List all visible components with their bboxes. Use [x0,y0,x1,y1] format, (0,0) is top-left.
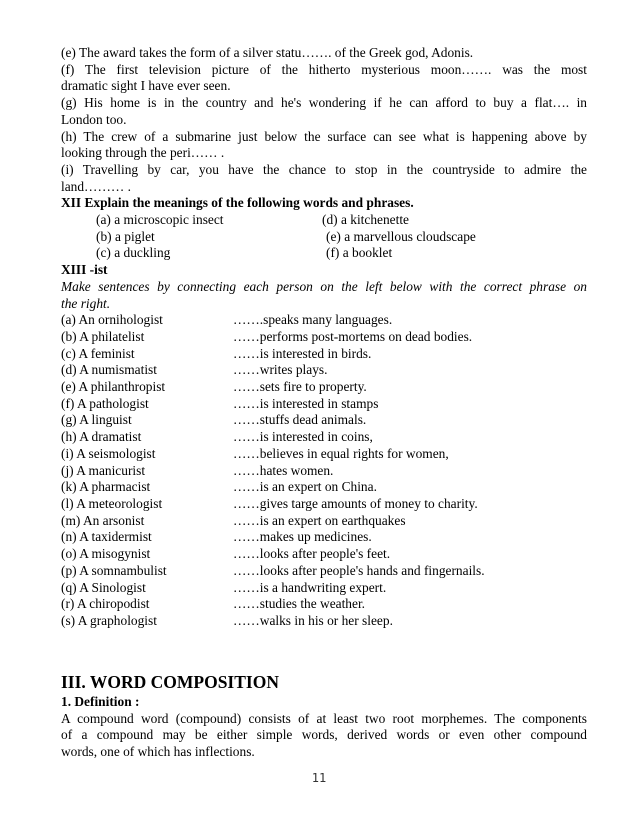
item-g-line1: (g) His home is in the country and he's wondering if he can afford to buy a flat…. in [61,95,587,111]
person-phrase: ……studies the weather. [233,596,366,612]
person-term: (c) A feminist [61,345,135,361]
vocab-item: (b) a piglet [96,228,155,244]
person-phrase: ……hates women. [233,462,334,478]
matching-row [61,446,587,463]
item-g-line2: London too. [61,111,127,127]
person-term: (r) A chiropodist [61,596,150,612]
exercise-xiii-title: XIII -ist [61,262,108,278]
person-term: (b) A philatelist [61,328,145,344]
person-term: (s) A graphologist [61,612,157,628]
page-number: 11 [311,771,327,785]
vocab-row [61,245,587,262]
vocab-item: (a) a microscopic insect [96,212,224,228]
matching-row [61,496,587,513]
vocab-row [61,229,587,246]
vocab-item: (c) a duckling [96,245,171,261]
person-phrase: ……looks after people's hands and fingernails. [233,562,485,578]
person-term: (k) A pharmacist [61,479,151,495]
matching-row [61,529,587,546]
person-phrase: ……stuffs dead animals. [233,412,367,428]
matching-row [61,396,587,413]
exercise-xiii-instruction-line2: the right. [61,295,111,311]
definition-subheading: 1. Definition : [61,694,140,709]
person-term: (h) A dramatist [61,429,142,445]
person-term: (a) An ornihologist [61,312,163,328]
matching-row [61,312,587,329]
person-phrase: ……makes up medicines. [233,529,372,545]
definition-block [61,694,587,761]
section-heading: III. WORD COMPOSITION [61,672,279,692]
definition-line2: of a compound may be either simple words, derived words or even other compound [61,727,587,743]
matching-row [61,596,587,613]
item-f-line2: dramatic sight I have ever seen. [61,78,231,94]
person-phrase: ……looks after people's feet. [233,546,391,562]
person-phrase: ……is an expert on China. [233,479,377,495]
exercise-xii-title: XII Explain the meanings of the following words and phrases. [61,195,414,211]
person-phrase: ……is an expert on earthquakes [233,512,406,528]
matching-row [61,429,587,446]
person-term: (n) A taxidermist [61,529,152,545]
person-phrase: ……is a handwriting expert. [233,579,387,595]
person-phrase: ……gives targe amounts of money to charity. [233,495,478,511]
person-phrase: ……sets fire to property. [233,379,367,395]
definition-line1: A compound word (compound) consists of at least two root morphemes. The components [61,710,587,726]
exercises-block [61,45,587,630]
person-phrase: ……walks in his or her sleep. [233,612,393,628]
matching-row [61,362,587,379]
vocab-item: (f) a booklet [326,245,393,261]
person-term: (g) A linguist [61,412,132,428]
matching-row [61,329,587,346]
matching-row [61,546,587,563]
matching-row [61,580,587,597]
person-term: (e) A philanthropist [61,379,166,395]
person-term: (o) A misogynist [61,546,151,562]
person-term: (l) A meteorologist [61,495,163,511]
matching-row [61,463,587,480]
exercise-xiii-instruction-line1: Make sentences by connecting each person on the left below with the correct phrase on [61,278,587,294]
matching-row [61,412,587,429]
matching-row [61,379,587,396]
person-term: (d) A numismatist [61,362,157,378]
person-phrase: ……writes plays. [233,362,328,378]
person-phrase: ……is interested in birds. [233,345,372,361]
matching-row [61,346,587,363]
item-i-line2: land……… . [61,178,131,194]
person-term: (p) A somnambulist [61,562,167,578]
matching-row [61,513,587,530]
item-h-line2: looking through the peri…… . [61,145,225,161]
person-term: (j) A manicurist [61,462,146,478]
person-term: (i) A seismologist [61,445,156,461]
item-f-line1: (f) The first television picture of the hitherto mysterious moon……. was the most [61,61,587,77]
matching-row [61,613,587,630]
vocab-row [61,212,587,229]
person-phrase: ……is interested in stamps [233,395,379,411]
person-term: (q) A Sinologist [61,579,146,595]
matching-list [61,312,587,629]
person-phrase: ……performs post-mortems on dead bodies. [233,328,473,344]
matching-row [61,479,587,496]
person-phrase: …….speaks many languages. [233,312,393,328]
vocab-item: (e) a marvellous cloudscape [326,228,476,244]
item-h-line1: (h) The crew of a submarine just below the surface can see what is happening above by [61,128,587,144]
matching-row [61,563,587,580]
item-e: (e) The award takes the form of a silver statu……. of the Greek god, Adonis. [61,45,474,60]
definition-line3: words, one of which has inflections. [61,744,255,760]
vocab-item: (d) a kitchenette [322,212,409,228]
person-term: (f) A pathologist [61,395,149,411]
person-phrase: ……believes in equal rights for women, [233,445,449,461]
person-phrase: ……is interested in coins, [233,429,373,445]
item-i-line1: (i) Travelling by car, you have the chance to stop in the countryside to admire the [61,161,587,177]
person-term: (m) An arsonist [61,512,145,528]
